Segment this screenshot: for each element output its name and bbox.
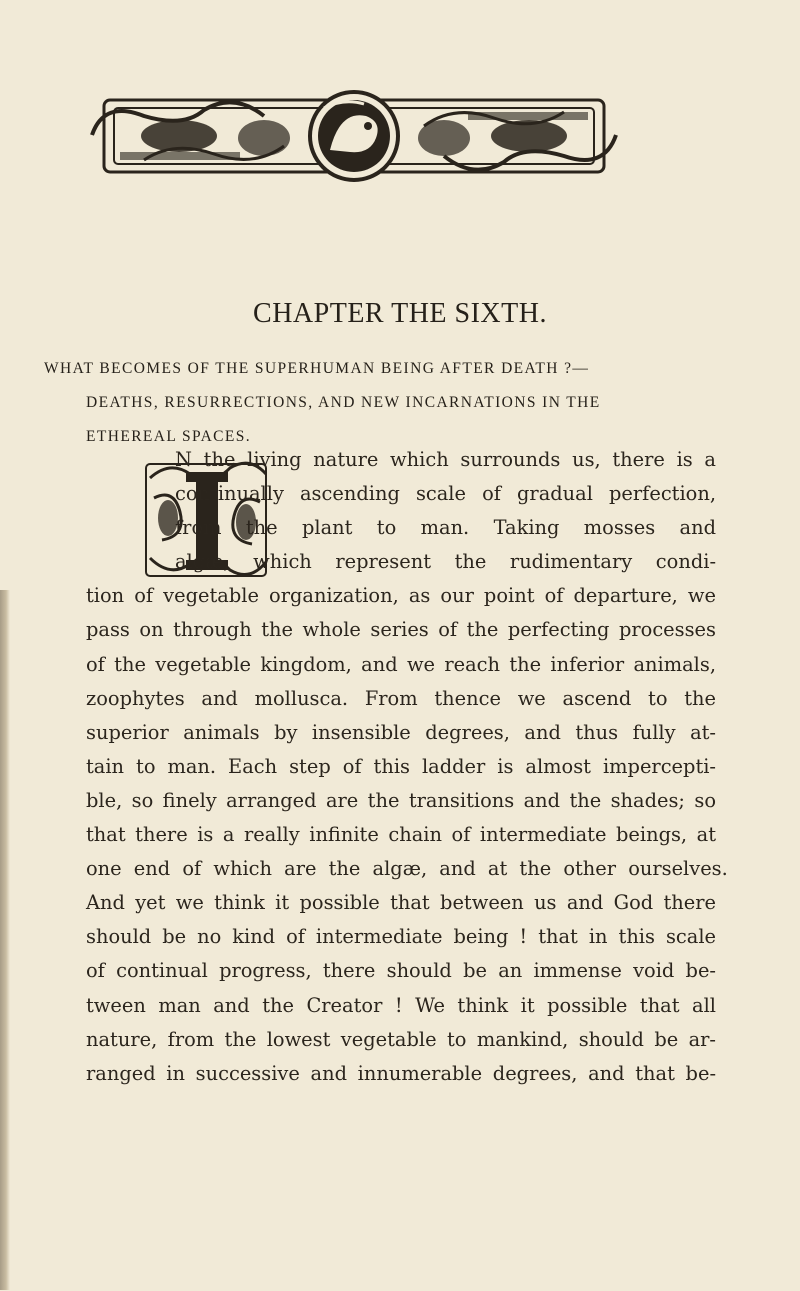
body-line: that there is a really infinite chain of intermediate beings, at [86, 823, 716, 847]
body-line: ble, so finely arranged are the transitions and the shades; so [86, 788, 716, 812]
body-line: continually ascending scale of gradual perfection, [175, 482, 716, 506]
body-line: should be no kind of intermediate being ! that in this scale [86, 925, 716, 949]
body-line: algæ, which represent the rudimentary condi- [175, 550, 716, 574]
body-line: superior animals by insensible degrees, and thus fully at- [86, 720, 716, 744]
body-line: ranged in successive and innumerable degrees, and that be- [86, 1061, 716, 1085]
summary-line: DEATHS, RESURRECTIONS, AND NEW INCARNATIONS IN THE [86, 394, 601, 411]
body-line: pass on through the whole series of the perfecting processes [86, 618, 716, 642]
body-line: N the living nature which surrounds us, there is a [175, 448, 716, 471]
body-line: of continual progress, there should be an immense void be- [86, 959, 716, 983]
body-line: tween man and the Creator ! We think it possible that all [86, 993, 716, 1017]
body-line: nature, from the lowest vegetable to mankind, should be ar- [86, 1027, 716, 1051]
summary-line: ETHEREAL SPACES. [86, 428, 252, 445]
body-line: And yet we think it possible that between us and God there [86, 891, 716, 915]
body-line: from the plant to man. Taking mosses and [175, 516, 716, 540]
page-edge-shadow [0, 590, 10, 1290]
body-line: tion of vegetable organization, as our point of departure, we [86, 584, 716, 608]
body-line: one end of which are the algæ, and at the other ourselves. [86, 857, 728, 881]
summary-line: WHAT BECOMES OF THE SUPERHUMAN BEING AFTER DEATH ?— [44, 360, 590, 377]
headpiece-ornament [84, 80, 624, 192]
body-line: of the vegetable kingdom, and we reach the inferior animals, [86, 652, 716, 676]
body-line: tain to man. Each step of this ladder is almost impercepti- [86, 754, 716, 778]
chapter-title: CHAPTER THE SIXTH. [253, 298, 547, 329]
body-line: zoophytes and mollusca. From thence we ascend to the [86, 686, 716, 710]
chapter-summary [44, 352, 716, 454]
chapter-body [86, 443, 728, 1091]
